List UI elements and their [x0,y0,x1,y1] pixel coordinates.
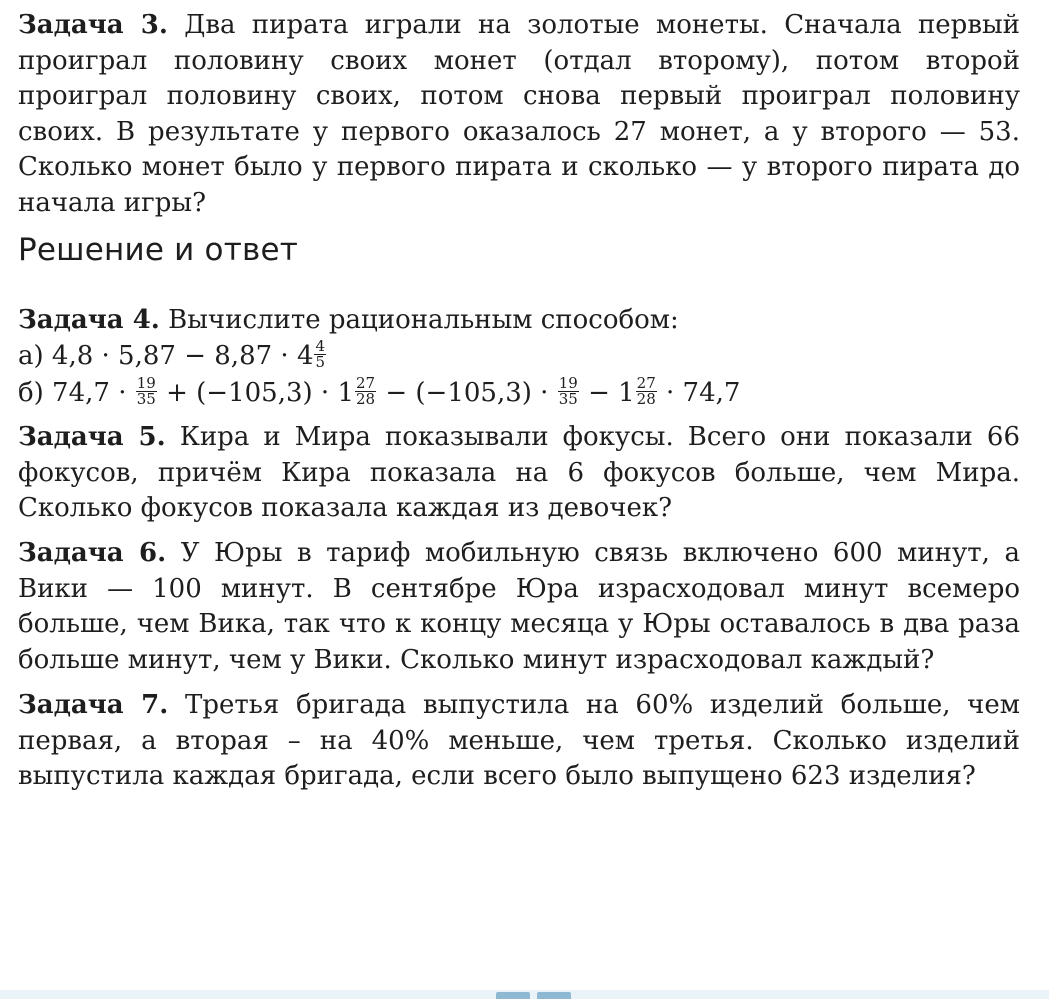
fraction-numerator: 4 [315,336,326,355]
part-b-mid-1: + (−105,3) · 1 [157,378,354,408]
task-6-paragraph [18,536,1020,678]
task-5-label: Задача 5. [18,422,166,452]
task-7-text: Третья бригада выпустила на 60% изделий больше, чем первая, а вторая – на 40% меньше, чем третья. Сколько изделий выпустила каждая бригада, если всего было выпущено 623 изделия? [18,690,1020,791]
task-4-part-a [18,336,327,374]
part-b-suffix: · 74,7 [657,378,741,408]
fraction-denominator: 28 [636,389,656,408]
part-a-expression: а) 4,8 · 5,87 − 8,87 · 4 [18,341,314,371]
fraction-denominator: 5 [315,352,326,371]
fraction-numerator: 27 [356,373,376,392]
bottom-tab-handle-right[interactable] [537,992,571,999]
task-4-text: Вычислите рациональным способом: [168,305,679,335]
task-7-label: Задача 7. [18,690,169,720]
part-b-prefix: б) 74,7 · [18,378,135,408]
task-6-label: Задача 6. [18,538,167,568]
fraction-4-5 [314,336,326,371]
task-3-label: Задача 3. [18,10,168,40]
fraction-denominator: 28 [356,389,376,408]
fraction-27-28-first [355,373,376,408]
part-b-mid-3: − 1 [579,378,635,408]
fraction-numerator: 19 [136,373,156,392]
task-3-paragraph [18,8,1020,221]
fraction-19-35-second [558,373,579,408]
fraction-denominator: 35 [136,389,156,408]
fraction-denominator: 35 [558,389,578,408]
fraction-19-35-first [136,373,157,408]
task-4-label: Задача 4. [18,305,160,335]
part-b-mid-2: − (−105,3) · [377,378,557,408]
bottom-tab-handle-left[interactable] [496,992,530,999]
task-3-text: Два пирата играли на золотые монеты. Сначала первый проиграл половину своих монет (отдал второму), потом второй проиграл половину своих, потом снова первый проиграл половину своих. В результате у первого оказалось 27 монет, а у второго — 53. Сколько монет было у первого пирата и сколько — у второго пирата до начала игры? [18,10,1020,218]
task-5-text: Кира и Мира показывали фокусы. Всего они показали 66 фокусов, причём Кира показала на 6 фокусов больше, чем Мира. Сколько фокусов показала каждая из девочек? [18,422,1020,523]
task-6-text: У Юры в тариф мобильную связь включено 600 минут, а Вики — 100 минут. В сентябре Юра израсходовал минут всемеро больше, чем Вика, так что к концу месяца у Юры оставалось в два раза больше минут, чем у Вики. Сколько минут израсходовал каждый? [18,538,1020,675]
task-4-paragraph [18,303,1020,339]
solution-heading[interactable]: Решение и ответ [18,232,298,268]
fraction-27-28-second [636,373,657,408]
task-4-part-b [18,373,741,411]
task-7-paragraph [18,688,1020,795]
fraction-numerator: 27 [636,373,656,392]
task-5-paragraph [18,420,1020,527]
fraction-numerator: 19 [558,373,578,392]
